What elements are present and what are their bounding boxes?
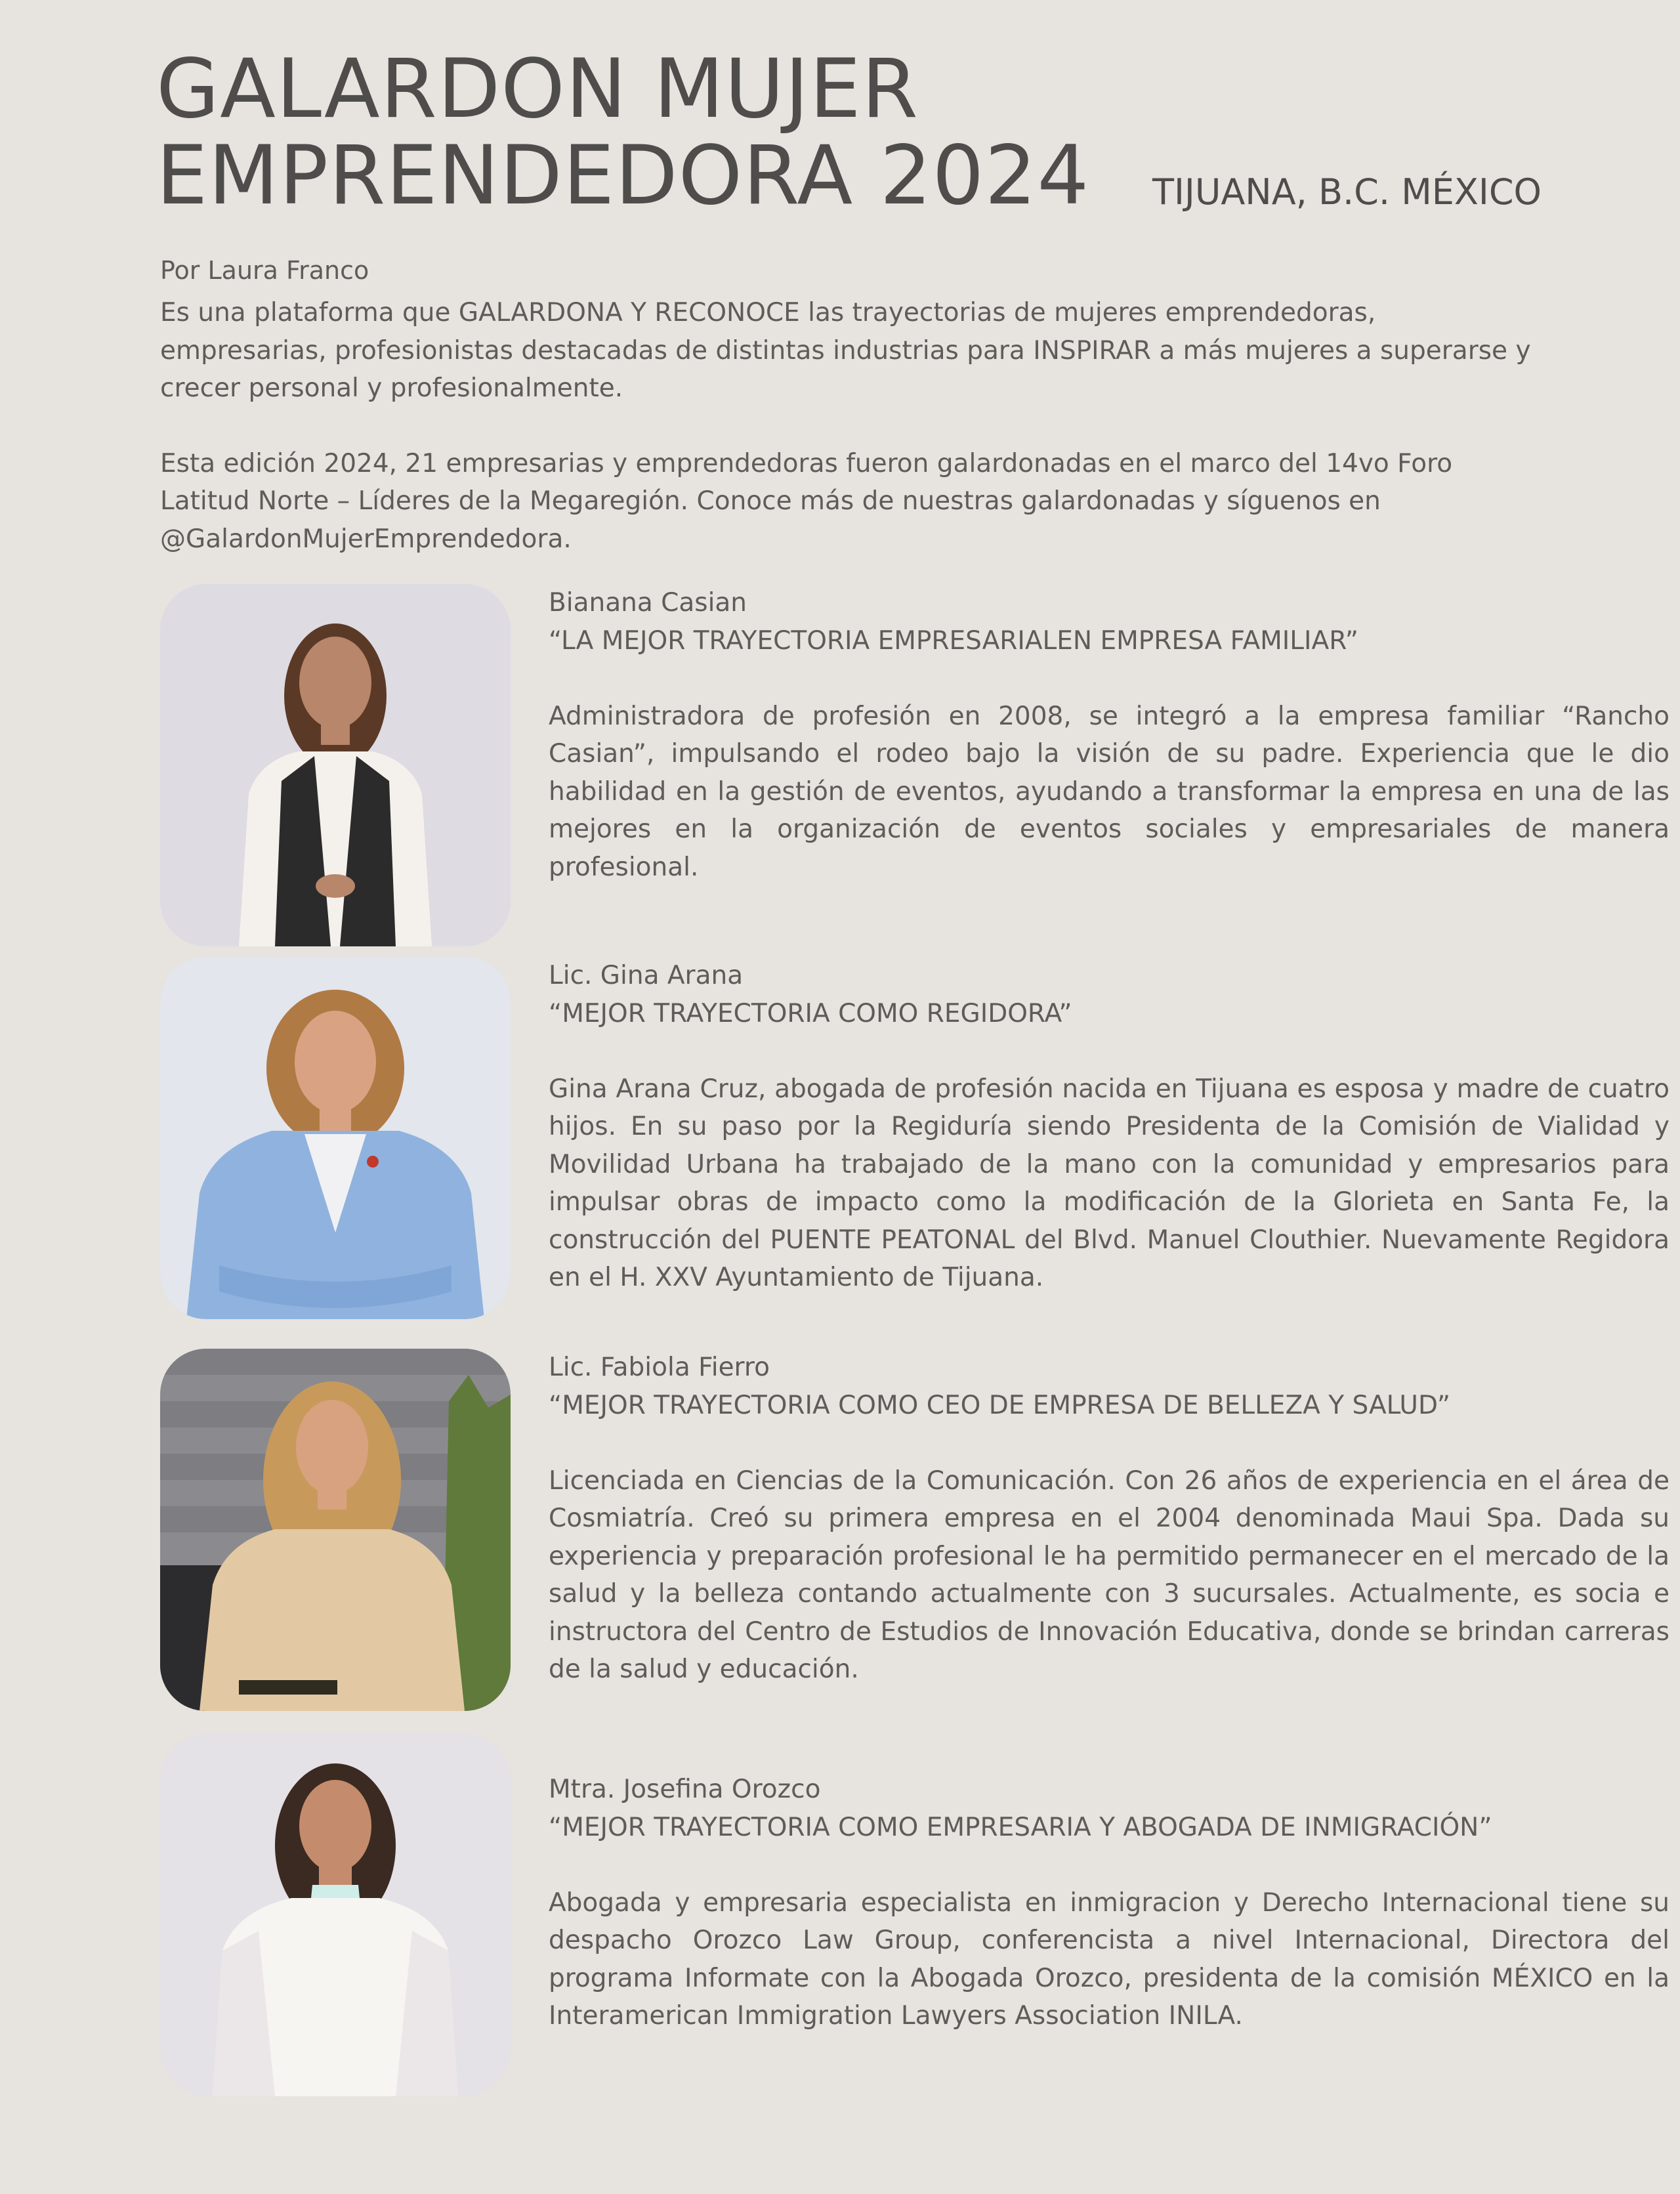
page-title — [156, 42, 1090, 223]
honoree-award: “LA MEJOR TRAYECTORIA EMPRESARIALEN EMPRESA FAMILIAR” — [549, 625, 1359, 656]
author-byline: Por Laura Franco — [160, 256, 369, 285]
honoree-photo-bianana — [160, 584, 511, 946]
intro-paragraph-2: Esta edición 2024, 21 empresarias y emprendedoras fueron galardonadas en el marco del 14vo Foro Latitud Norte – Líderes de la Megaregión. Conoce más de nuestras galardonadas y síguenos en @GalardonMujerEmprendedora. — [160, 448, 1453, 554]
honoree-name: Lic. Gina Arana — [549, 961, 744, 990]
honoree-photo-josefina — [160, 1734, 511, 2096]
title-line-1: GALARDON MUJER — [156, 42, 919, 137]
honoree-name: Bianana Casian — [549, 588, 747, 618]
honoree-bio: Administradora de profesión en 2008, se integró a la empresa familiar “Rancho Casian”, impulsando el rodeo bajo la visión de su padre. Experiencia que le dio habilidad en la gestión de eventos, ayudando a transformar la empresa en una de las mejores en la organización de eventos sociales y empresariales de manera profesional. — [549, 701, 1670, 882]
honoree-text — [549, 1771, 1670, 2035]
honoree-award: “MEJOR TRAYECTORIA COMO REGIDORA” — [549, 998, 1072, 1028]
honoree-name: Mtra. Josefina Orozco — [549, 1775, 821, 1804]
title-line-2: EMPRENDEDORA 2024 — [156, 129, 1090, 223]
honoree-bio: Gina Arana Cruz, abogada de profesión nacida en Tijuana es esposa y madre de cuatro hijos. En su paso por la Regiduría siendo Presidenta de la Comisión de Vialidad y Movilidad Urbana ha trabajado de la mano con la comunidad y empresarios para impulsar obras de impacto como la modificación de la Glorieta en Santa Fe, la construcción del PUENTE PEATONAL del Blvd. Manuel Clouthier. Nuevamente Regidora en el H. XXV Ayuntamiento de Tijuana. — [549, 1074, 1670, 1292]
honoree-photo-fabiola — [160, 1349, 511, 1711]
honoree-award: “MEJOR TRAYECTORIA COMO CEO DE EMPRESA DE BELLEZA Y SALUD” — [549, 1390, 1451, 1420]
honoree-name: Lic. Fabiola Fierro — [549, 1353, 770, 1382]
honoree-bio: Licenciada en Ciencias de la Comunicación. Con 26 años de experiencia en el área de Cosmiatría. Creó su primera empresa en el 2004 denominada Maui Spa. Dada su experiencia y preparación profesional le ha permitido permanecer en el mercado de la salud y la belleza contando actualmente con 3 sucursales. Actualmente, es socia e instructora del Centro de Estudios de Innovación Educativa, donde se brindan carreras de la salud y educación. — [549, 1466, 1670, 1684]
intro-text — [160, 294, 1544, 595]
honoree-award: “MEJOR TRAYECTORIA COMO EMPRESARIA Y ABOGADA DE INMIGRACIÓN” — [549, 1812, 1492, 1842]
intro-paragraph-1: Es una plataforma que GALARDONA Y RECONOCE las trayectorias de mujeres emprendedoras, empresarias, profesionistas destacadas de distintas industrias para INSPIRAR a más mujeres a superarse y crecer personal y profesionalmente. — [160, 298, 1531, 403]
honoree-bio: Abogada y empresaria especialista en inmigracion y Derecho Internacional tiene su despacho Orozco Law Group, conferencista a nivel Internacional, Directora del programa Informate con la Abogada Orozco, presidenta de la comisión MÉXICO en la Interamerican Immigration Lawyers Association INILA. — [549, 1888, 1670, 2031]
honoree-text — [549, 1349, 1670, 1689]
honoree-text — [549, 957, 1670, 1297]
location-label: TIJUANA, B.C. MÉXICO — [1152, 171, 1542, 213]
honoree-text — [549, 584, 1670, 886]
honoree-photo-gina — [160, 957, 511, 1319]
